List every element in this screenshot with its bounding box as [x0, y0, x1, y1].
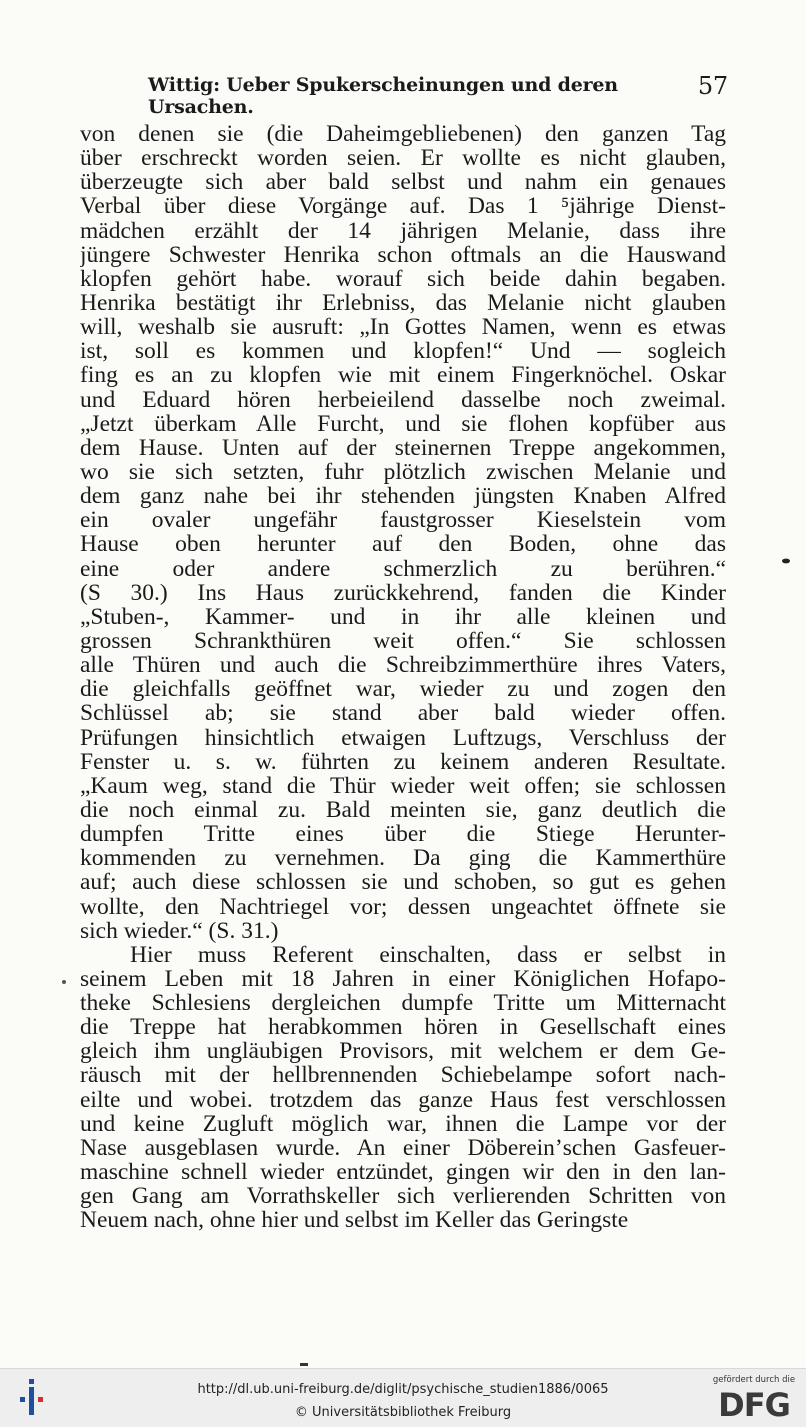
- dfg-wordmark: DFG: [718, 1386, 790, 1424]
- text-line: auf; auch diese schlossen sie und schoben, so gut es gehen: [80, 870, 726, 895]
- text-line: dem ganz nahe bei ihr stehenden jüngsten Knaben Alfred: [80, 484, 726, 509]
- margin-mark: [300, 1363, 308, 1366]
- text-line: dumpfen Tritte eines über die Stiege Herunter-: [80, 822, 726, 847]
- text-line: wo sie sich setzten, fuhr plötzlich zwischen Melanie und: [80, 459, 726, 485]
- text-line: eine oder andere schmerzlich zu berühren.“: [80, 556, 726, 581]
- text-line: alle Thüren und auch die Schreibzimmerthüre ihres Vaters,: [80, 653, 726, 678]
- text-line: sich wieder.“ (S. 31.): [80, 918, 279, 943]
- text-line: wollte, den Nachtriegel vor; dessen ungeachtet öffnete sie: [80, 894, 726, 919]
- text-line: überzeugte sich aber bald selbst und nahm ein genaues: [80, 170, 726, 195]
- text-line: ist, soll es kommen und klopfen!“ Und — sogleich: [80, 339, 726, 364]
- text-line: jüngere Schwester Henrika schon oftmals an die Hauswand: [80, 242, 726, 267]
- text-line: die Treppe hat herabkommen hören in Gesellschaft eines: [80, 1015, 726, 1040]
- text-line: „Stuben-, Kammer- und in ihr alle kleinen und: [80, 604, 726, 629]
- text-line: räusch mit der hellbrennenden Schiebelampe sofort nach-: [80, 1063, 726, 1088]
- dfg-caption: gefördert durch die: [712, 1375, 796, 1385]
- dfg-logo: [712, 1375, 796, 1423]
- text-line: Hier muss Referent einschalten, dass er selbst in: [130, 942, 726, 967]
- text-line: klopfen gehört habe. worauf sich beide dahin begaben.: [80, 266, 726, 291]
- document-url[interactable]: http://dl.ub.uni-freiburg.de/diglit/psychische_studien1886/0065: [197, 1382, 609, 1397]
- text-line: Hause oben herunter auf den Boden, ohne das: [80, 532, 726, 557]
- text-line: dem Hause. Unten auf der steinernen Treppe angekommen,: [80, 435, 726, 460]
- page-header: [148, 70, 728, 118]
- text-line: gen Gang am Vorrathskeller sich verlierenden Schritten von: [80, 1184, 726, 1209]
- text-line: (S 30.) Ins Haus zurückkehrend, fanden die Kinder: [80, 580, 726, 605]
- text-line: Schlüssel ab; sie stand aber bald wieder offen.: [80, 701, 726, 726]
- body-text: [80, 122, 726, 1232]
- text-line: kommenden zu vernehmen. Da ging die Kammerthüre: [80, 846, 726, 871]
- text-line: ein ovaler ungefähr faustgrosser Kieselstein vom: [80, 508, 726, 533]
- running-title: Wittig: Ueber Spukerscheinungen und deren Ursachen.: [148, 74, 618, 118]
- text-line: maschine schnell wieder entzündet, gingen wir den in den lan-: [80, 1160, 726, 1185]
- text-line: mädchen erzählt der 14 jährigen Melanie, dass ihre: [80, 218, 726, 243]
- text-line: grossen Schrankthüren weit offen.“ Sie schlossen: [80, 628, 726, 654]
- text-line: Prüfungen hinsichtlich etwaigen Luftzugs, Verschluss der: [80, 725, 726, 750]
- text-line: von denen sie (die Daheimgebliebenen) den ganzen Tag: [80, 122, 726, 147]
- text-line: „Jetzt überkam Alle Furcht, und sie flohen kopfüber aus: [80, 411, 726, 436]
- page-number: 57: [697, 72, 728, 100]
- text-line: „Kaum weg, stand die Thür wieder weit offen; sie schlossen: [80, 773, 726, 798]
- text-line: will, weshalb sie ausruft: „In Gottes Namen, wenn es etwas: [80, 315, 726, 340]
- text-line: und keine Zugluft möglich war, ihnen die Lampe vor der: [80, 1111, 726, 1136]
- text-line: Nase ausgeblasen wurde. An einer Döbereinʼschen Gasfeuer-: [80, 1135, 726, 1161]
- text-line: Henrika bestätigt ihr Erlebniss, das Melanie nicht glauben: [80, 290, 726, 316]
- text-line: theke Schlesiens dergleichen dumpfe Tritte um Mitternacht: [80, 991, 726, 1016]
- text-line: seinem Leben mit 18 Jahren in einer Königlichen Hofapo-: [80, 966, 726, 992]
- text-line: fing es an zu klopfen wie mit einem Fingerknöchel. Oskar: [80, 363, 726, 388]
- text-line: über erschreckt worden seien. Er wollte es nicht glauben,: [80, 146, 726, 171]
- viewer-footer: [0, 1368, 806, 1427]
- text-line: eilte und wobei. trotzdem das ganze Haus fest verschlossen: [80, 1087, 726, 1112]
- text-line: Neuem nach, ohne hier und selbst im Keller das Geringste: [80, 1208, 629, 1233]
- text-line: die noch einmal zu. Bald meinten sie, ganz deutlich die: [80, 797, 726, 823]
- text-line: Fenster u. s. w. führten zu keinem anderen Resultate.: [80, 749, 726, 774]
- margin-mark: [62, 980, 66, 984]
- text-line: die gleichfalls geöffnet war, wieder zu und zogen den: [80, 677, 726, 702]
- text-line: und Eduard hören herbeieilend dasselbe noch zweimal.: [80, 387, 726, 412]
- margin-mark: [782, 559, 790, 564]
- copyright-notice: © Universitätsbibliothek Freiburg: [294, 1405, 512, 1420]
- text-line: Verbal über diese Vorgänge auf. Das 1 ⁵jährige Dienst-: [80, 194, 726, 219]
- text-line: gleich ihm ungläubigen Provisors, mit welchem er dem Ge-: [80, 1039, 726, 1064]
